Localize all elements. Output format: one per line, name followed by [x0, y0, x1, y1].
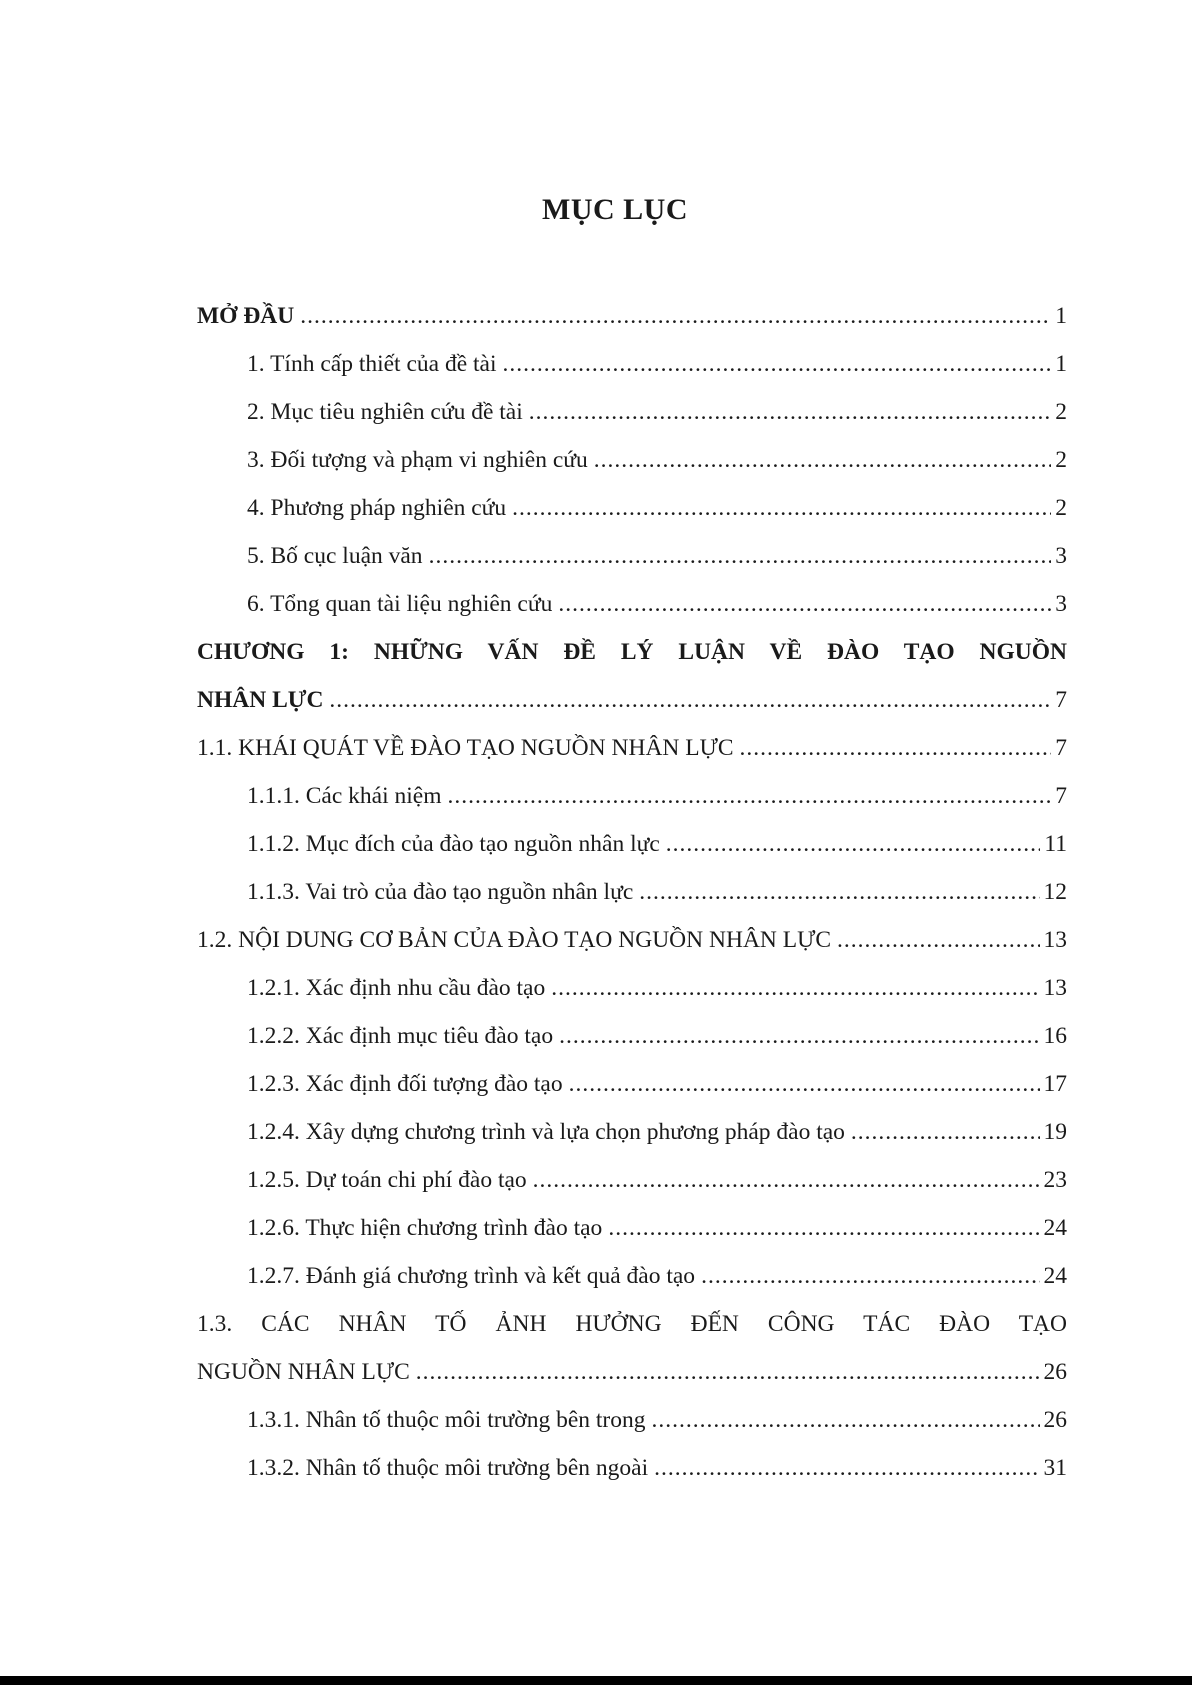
toc-page-number: 7	[1055, 735, 1067, 761]
toc-page-number: 13	[1043, 927, 1067, 953]
toc-entry-label: 1.2.1. Xác định nhu cầu đào tạo	[247, 975, 546, 1001]
toc-entry-1-1[interactable]	[197, 724, 1067, 772]
toc-entry-1-2-7[interactable]	[197, 1252, 1067, 1300]
toc-entry-label: 1.1. KHÁI QUÁT VỀ ĐÀO TẠO NGUỒN NHÂN LỰC	[197, 735, 734, 761]
toc-entry-chapter-1-line1[interactable]	[197, 628, 1067, 676]
dot-leader	[329, 676, 1051, 724]
toc-page-number: 1	[1055, 303, 1067, 329]
toc-entry-label: 5. Bố cục luận văn	[247, 543, 423, 569]
dot-leader	[639, 868, 1039, 916]
toc-entry-1-1-1[interactable]	[197, 772, 1067, 820]
toc-page-number: 16	[1043, 1023, 1067, 1049]
dot-leader	[666, 820, 1041, 868]
toc-entry-label: 1.2. NỘI DUNG CƠ BẢN CỦA ĐÀO TẠO NGUỒN NHÂN LỰC	[197, 927, 832, 953]
toc-entry-label: NHÂN LỰC	[197, 687, 324, 713]
dot-leader	[429, 532, 1052, 580]
toc-entry-label: 1.2.5. Dự toán chi phí đào tạo	[247, 1167, 527, 1193]
dot-leader	[569, 1060, 1040, 1108]
toc-page-number: 3	[1055, 543, 1067, 569]
toc-page-number: 7	[1055, 687, 1067, 713]
toc-entry-1-1-2[interactable]	[197, 820, 1067, 868]
toc-entry-label: 1.1.3. Vai trò của đào tạo nguồn nhân lực	[247, 879, 634, 905]
toc-page-number: 12	[1043, 879, 1067, 905]
toc-entry-3[interactable]	[197, 436, 1067, 484]
toc-entry-1-2-4[interactable]	[197, 1108, 1067, 1156]
toc-entry-1-2-5[interactable]	[197, 1156, 1067, 1204]
toc-page-number: 23	[1043, 1167, 1067, 1193]
dot-leader	[837, 916, 1039, 964]
toc-entry-label: NGUỒN NHÂN LỰC	[197, 1359, 410, 1385]
toc-page-number: 2	[1055, 399, 1067, 425]
dot-leader	[851, 1108, 1040, 1156]
dot-leader	[533, 1156, 1040, 1204]
toc-entry-1-2[interactable]	[197, 916, 1067, 964]
toc-entry-label: 1.3.1. Nhân tố thuộc môi trường bên trong	[247, 1407, 646, 1433]
dot-leader	[512, 484, 1051, 532]
toc-page-number: 13	[1043, 975, 1067, 1001]
toc-entry-label: MỞ ĐẦU	[197, 303, 295, 329]
toc-page-number: 26	[1043, 1407, 1067, 1433]
toc-entry-label: 1.2.3. Xác định đối tượng đào tạo	[247, 1071, 563, 1097]
dot-leader	[416, 1348, 1040, 1396]
toc-page-number: 24	[1043, 1215, 1067, 1241]
dot-leader	[608, 1204, 1039, 1252]
dot-leader	[652, 1396, 1040, 1444]
toc-entry-label: 6. Tổng quan tài liệu nghiên cứu	[247, 591, 553, 617]
toc-entry-6[interactable]	[197, 580, 1067, 628]
page-title: MỤC LỤC	[542, 193, 688, 226]
toc-entry-1-2-1[interactable]	[197, 964, 1067, 1012]
table-of-contents	[197, 292, 1067, 1492]
toc-page-number: 26	[1043, 1359, 1067, 1385]
toc-entry-label: 1.2.6. Thực hiện chương trình đào tạo	[247, 1215, 603, 1241]
toc-entry-mo-dau[interactable]	[197, 292, 1067, 340]
dot-leader	[503, 340, 1052, 388]
dot-leader	[529, 388, 1052, 436]
toc-page-number: 31	[1043, 1455, 1067, 1481]
toc-page-number: 7	[1055, 783, 1067, 809]
toc-entry-1-3-line1[interactable]	[197, 1300, 1067, 1348]
toc-entry-label: 1.1.1. Các khái niệm	[247, 783, 442, 809]
dot-leader	[551, 964, 1039, 1012]
dot-leader	[559, 1012, 1039, 1060]
toc-entry-2[interactable]	[197, 388, 1067, 436]
toc-entry-label: 1.2.2. Xác định mục tiêu đào tạo	[247, 1023, 554, 1049]
toc-entry-1-2-2[interactable]	[197, 1012, 1067, 1060]
toc-page-number: 17	[1043, 1071, 1067, 1097]
toc-page-number: 19	[1043, 1119, 1067, 1145]
toc-page-number: 11	[1044, 831, 1067, 857]
toc-entry-chapter-1[interactable]	[197, 676, 1067, 724]
toc-entry-label: 1.2.7. Đánh giá chương trình và kết quả đào tạo	[247, 1263, 696, 1289]
toc-entry-1-2-3[interactable]	[197, 1060, 1067, 1108]
toc-entry-1-2-6[interactable]	[197, 1204, 1067, 1252]
toc-entry-4[interactable]	[197, 484, 1067, 532]
dot-leader	[558, 580, 1051, 628]
toc-page-number: 24	[1043, 1263, 1067, 1289]
toc-entry-1-3[interactable]	[197, 1348, 1067, 1396]
toc-entry-label: 1.1.2. Mục đích của đào tạo nguồn nhân lực	[247, 831, 660, 857]
toc-page-number: 3	[1055, 591, 1067, 617]
toc-page-number: 2	[1055, 447, 1067, 473]
toc-entry-label: 4. Phương pháp nghiên cứu	[247, 495, 507, 521]
toc-entry-1-3-2[interactable]	[197, 1444, 1067, 1492]
toc-entry-1-3-1[interactable]	[197, 1396, 1067, 1444]
toc-entry-label: 1. Tính cấp thiết của đề tài	[247, 351, 497, 377]
toc-page-number: 2	[1055, 495, 1067, 521]
dot-leader	[740, 724, 1052, 772]
toc-entry-1-1-3[interactable]	[197, 868, 1067, 916]
toc-entry-label: 1.2.4. Xây dựng chương trình và lựa chọn phương pháp đào tạo	[247, 1119, 845, 1145]
dot-leader	[654, 1444, 1039, 1492]
toc-entry-1[interactable]	[197, 340, 1067, 388]
toc-entry-label: 1.3. CÁC NHÂN TỐ ẢNH HƯỞNG ĐẾN CÔNG TÁC ĐÀO TẠO	[197, 1311, 1067, 1337]
toc-page-number: 1	[1055, 351, 1067, 377]
toc-entry-label: 3. Đối tượng và phạm vi nghiên cứu	[247, 447, 588, 473]
dot-leader	[594, 436, 1052, 484]
toc-entry-label: 1.3.2. Nhân tố thuộc môi trường bên ngoài	[247, 1455, 649, 1481]
toc-entry-5[interactable]	[197, 532, 1067, 580]
dot-leader	[701, 1252, 1039, 1300]
dot-leader	[300, 292, 1051, 340]
bottom-border	[0, 1676, 1192, 1685]
toc-entry-label: 2. Mục tiêu nghiên cứu đề tài	[247, 399, 523, 425]
dot-leader	[447, 772, 1051, 820]
toc-entry-label: CHƯƠNG 1: NHỮNG VẤN ĐỀ LÝ LUẬN VỀ ĐÀO TẠO NGUỒN	[197, 639, 1067, 665]
